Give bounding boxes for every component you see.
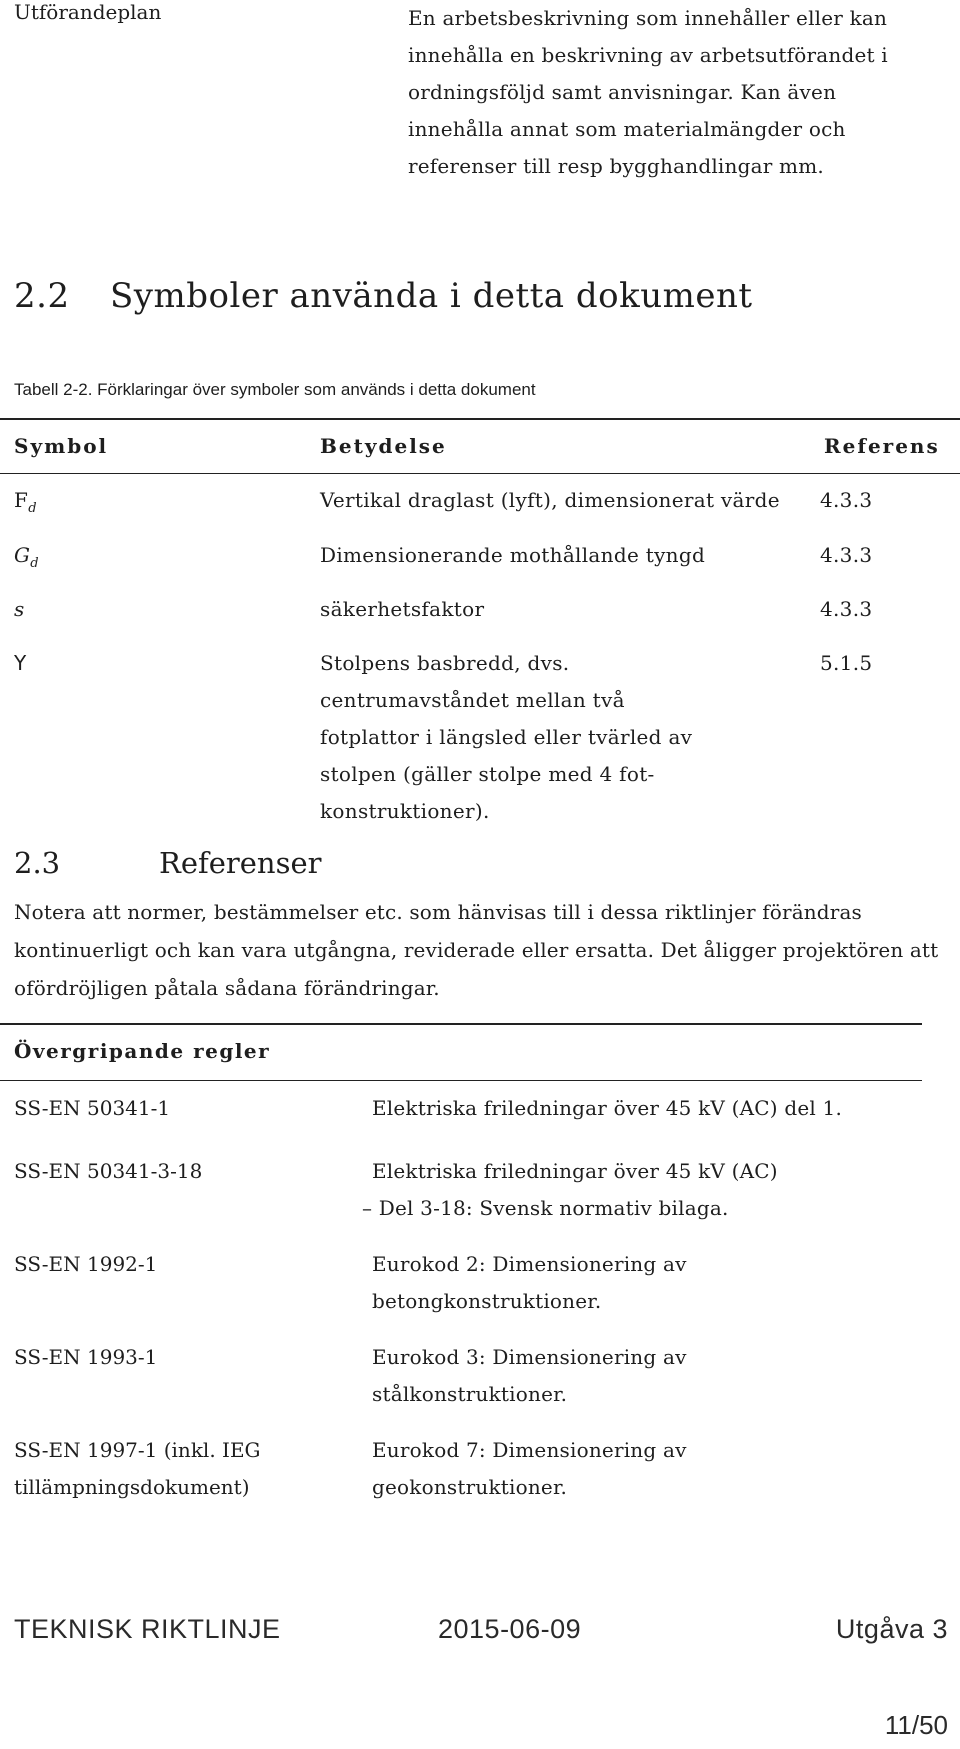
- definition-description: En arbetsbeskrivning som innehåller eller kan innehålla en beskrivning av arbetsutförandet i ordningsföljd samt anvisningar. Kan även innehålla annat som materialmängder och referenser till resp bygghandlingar mm.: [408, 6, 888, 178]
- section-heading-2-3: [14, 846, 322, 880]
- column-header-reference: Referens: [824, 434, 940, 458]
- reference-description: Elektriska friledningar över 45 kV (AC): [372, 1159, 778, 1183]
- reference-code: SS-EN 50341-3-18: [14, 1159, 203, 1183]
- table-row-reference: 4.3.3: [820, 543, 873, 567]
- reference-description-cont: – Del 3-18: Svensk normativ bilaga.: [362, 1196, 729, 1220]
- reference-code: SS-EN 1993-1: [14, 1345, 158, 1369]
- section-heading-2-2: [14, 276, 753, 316]
- column-header-meaning: Betydelse: [320, 434, 447, 458]
- footer-document-type: TEKNISK RIKTLINJE: [14, 1614, 281, 1644]
- references-note: Notera att normer, bestämmelser etc. som hänvisas till i dessa riktlinjer förändras kontinuerligt och kan vara utgångna, reviderade eller ersatta. Det åligger projektören att ofördröjligen påtala sådana förändringar.: [14, 900, 939, 1000]
- reference-code: SS-EN 1992-1: [14, 1252, 158, 1276]
- table-row-symbol: $F_d$: [14, 488, 37, 516]
- section-number: 2.2: [14, 276, 70, 316]
- definition-term: Utförandeplan: [14, 0, 162, 24]
- table-row-meaning: Dimensionerande mothållande tyngd: [320, 543, 706, 567]
- table-row-reference: 4.3.3: [820, 488, 873, 512]
- table-row-reference: 5.1.5: [820, 651, 873, 675]
- page-number: 11/50: [884, 1710, 948, 1740]
- section-title: Symboler använda i detta dokument: [110, 276, 753, 316]
- reference-description: Eurokod 7: Dimensionering av geokonstruktioner.: [372, 1438, 687, 1499]
- reference-description: Eurokod 2: Dimensionering av betongkonstruktioner.: [372, 1252, 687, 1313]
- references-top-rule: [0, 1023, 922, 1025]
- column-header-symbol: Symbol: [14, 434, 109, 458]
- section-title: Referenser: [159, 846, 322, 880]
- reference-code: SS-EN 1997-1 (inkl. IEG tillämpningsdokument): [14, 1438, 261, 1499]
- reference-description: Eurokod 3: Dimensionering av stålkonstruktioner.: [372, 1345, 687, 1406]
- table-row-symbol: Y: [14, 651, 27, 675]
- footer-edition: Utgåva 3: [835, 1614, 948, 1644]
- table-top-rule: [0, 418, 960, 420]
- reference-code: SS-EN 50341-1: [14, 1096, 171, 1120]
- table-row-symbol: s: [14, 597, 25, 621]
- table-row-symbol: $G_d$: [14, 543, 39, 571]
- section-number: 2.3: [14, 846, 61, 880]
- table-header-rule: [0, 473, 960, 474]
- table-row-meaning: Vertikal draglast (lyft), dimensionerat värde: [320, 488, 780, 512]
- table-caption: Tabell 2-2. Förklaringar över symboler som används i detta dokument: [14, 380, 536, 399]
- table-row-meaning: säkerhetsfaktor: [320, 597, 485, 621]
- table-row-reference: 4.3.3: [820, 597, 873, 621]
- table-row-meaning: Stolpens basbredd, dvs. centrumavståndet mellan två fotplattor i längsled eller tvärled av stolpen (gäller stolpe med 4 fot-konstruktioner).: [320, 651, 693, 823]
- references-header-rule: [0, 1080, 922, 1081]
- footer-date: 2015-06-09: [438, 1614, 582, 1644]
- references-group-title: Övergripande regler: [14, 1039, 271, 1063]
- reference-description: Elektriska friledningar över 45 kV (AC) del 1.: [372, 1096, 843, 1120]
